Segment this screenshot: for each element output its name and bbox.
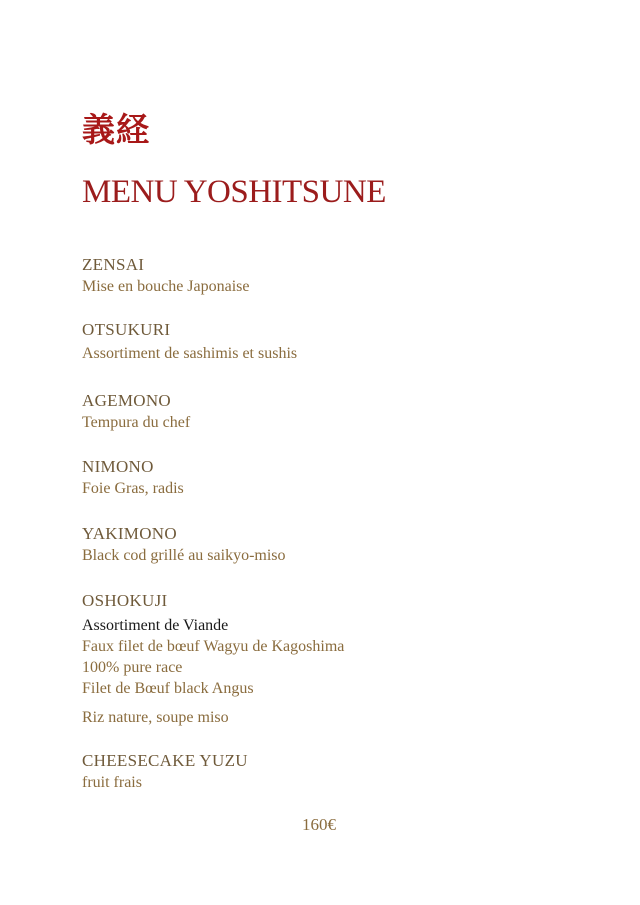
- course-description: Foie Gras, radis: [82, 480, 184, 497]
- course-cheesecake-yuzu: [82, 750, 248, 794]
- course-otsukuri: [82, 319, 297, 365]
- course-description: fruit frais: [82, 774, 142, 791]
- course-name: OSHOKUJI: [82, 591, 168, 610]
- course-name: AGEMONO: [82, 391, 171, 410]
- course-agemono: [82, 390, 190, 434]
- course-oshokuji: [82, 590, 344, 729]
- menu-price: 160€: [302, 815, 336, 834]
- course-line: Faux filet de bœuf Wagyu de Kagoshima: [82, 638, 345, 655]
- course-extra-line: Riz nature, soupe miso: [82, 709, 229, 726]
- course-line: Filet de Bœuf black Angus: [82, 680, 254, 697]
- course-description: Tempura du chef: [82, 414, 191, 431]
- course-yakimono: [82, 523, 286, 567]
- course-subheading: Assortiment de Viande: [82, 617, 229, 634]
- course-line: 100% pure race: [82, 659, 183, 676]
- restaurant-kanji-logo: 義経: [82, 110, 150, 149]
- course-description: Assortiment de sashimis et sushis: [82, 345, 298, 362]
- menu-title: MENU YOSHITSUNE: [82, 174, 386, 210]
- course-description: Black cod grillé au saikyo-miso: [82, 547, 286, 564]
- course-name: YAKIMONO: [82, 524, 177, 543]
- course-name: NIMONO: [82, 457, 154, 476]
- course-zensai: [82, 254, 250, 298]
- course-name: OTSUKURI: [82, 320, 171, 339]
- course-name: CHEESECAKE YUZU: [82, 751, 248, 770]
- course-name: ZENSAI: [82, 255, 145, 274]
- course-nimono: [82, 456, 184, 500]
- course-description: Mise en bouche Japonaise: [82, 278, 250, 295]
